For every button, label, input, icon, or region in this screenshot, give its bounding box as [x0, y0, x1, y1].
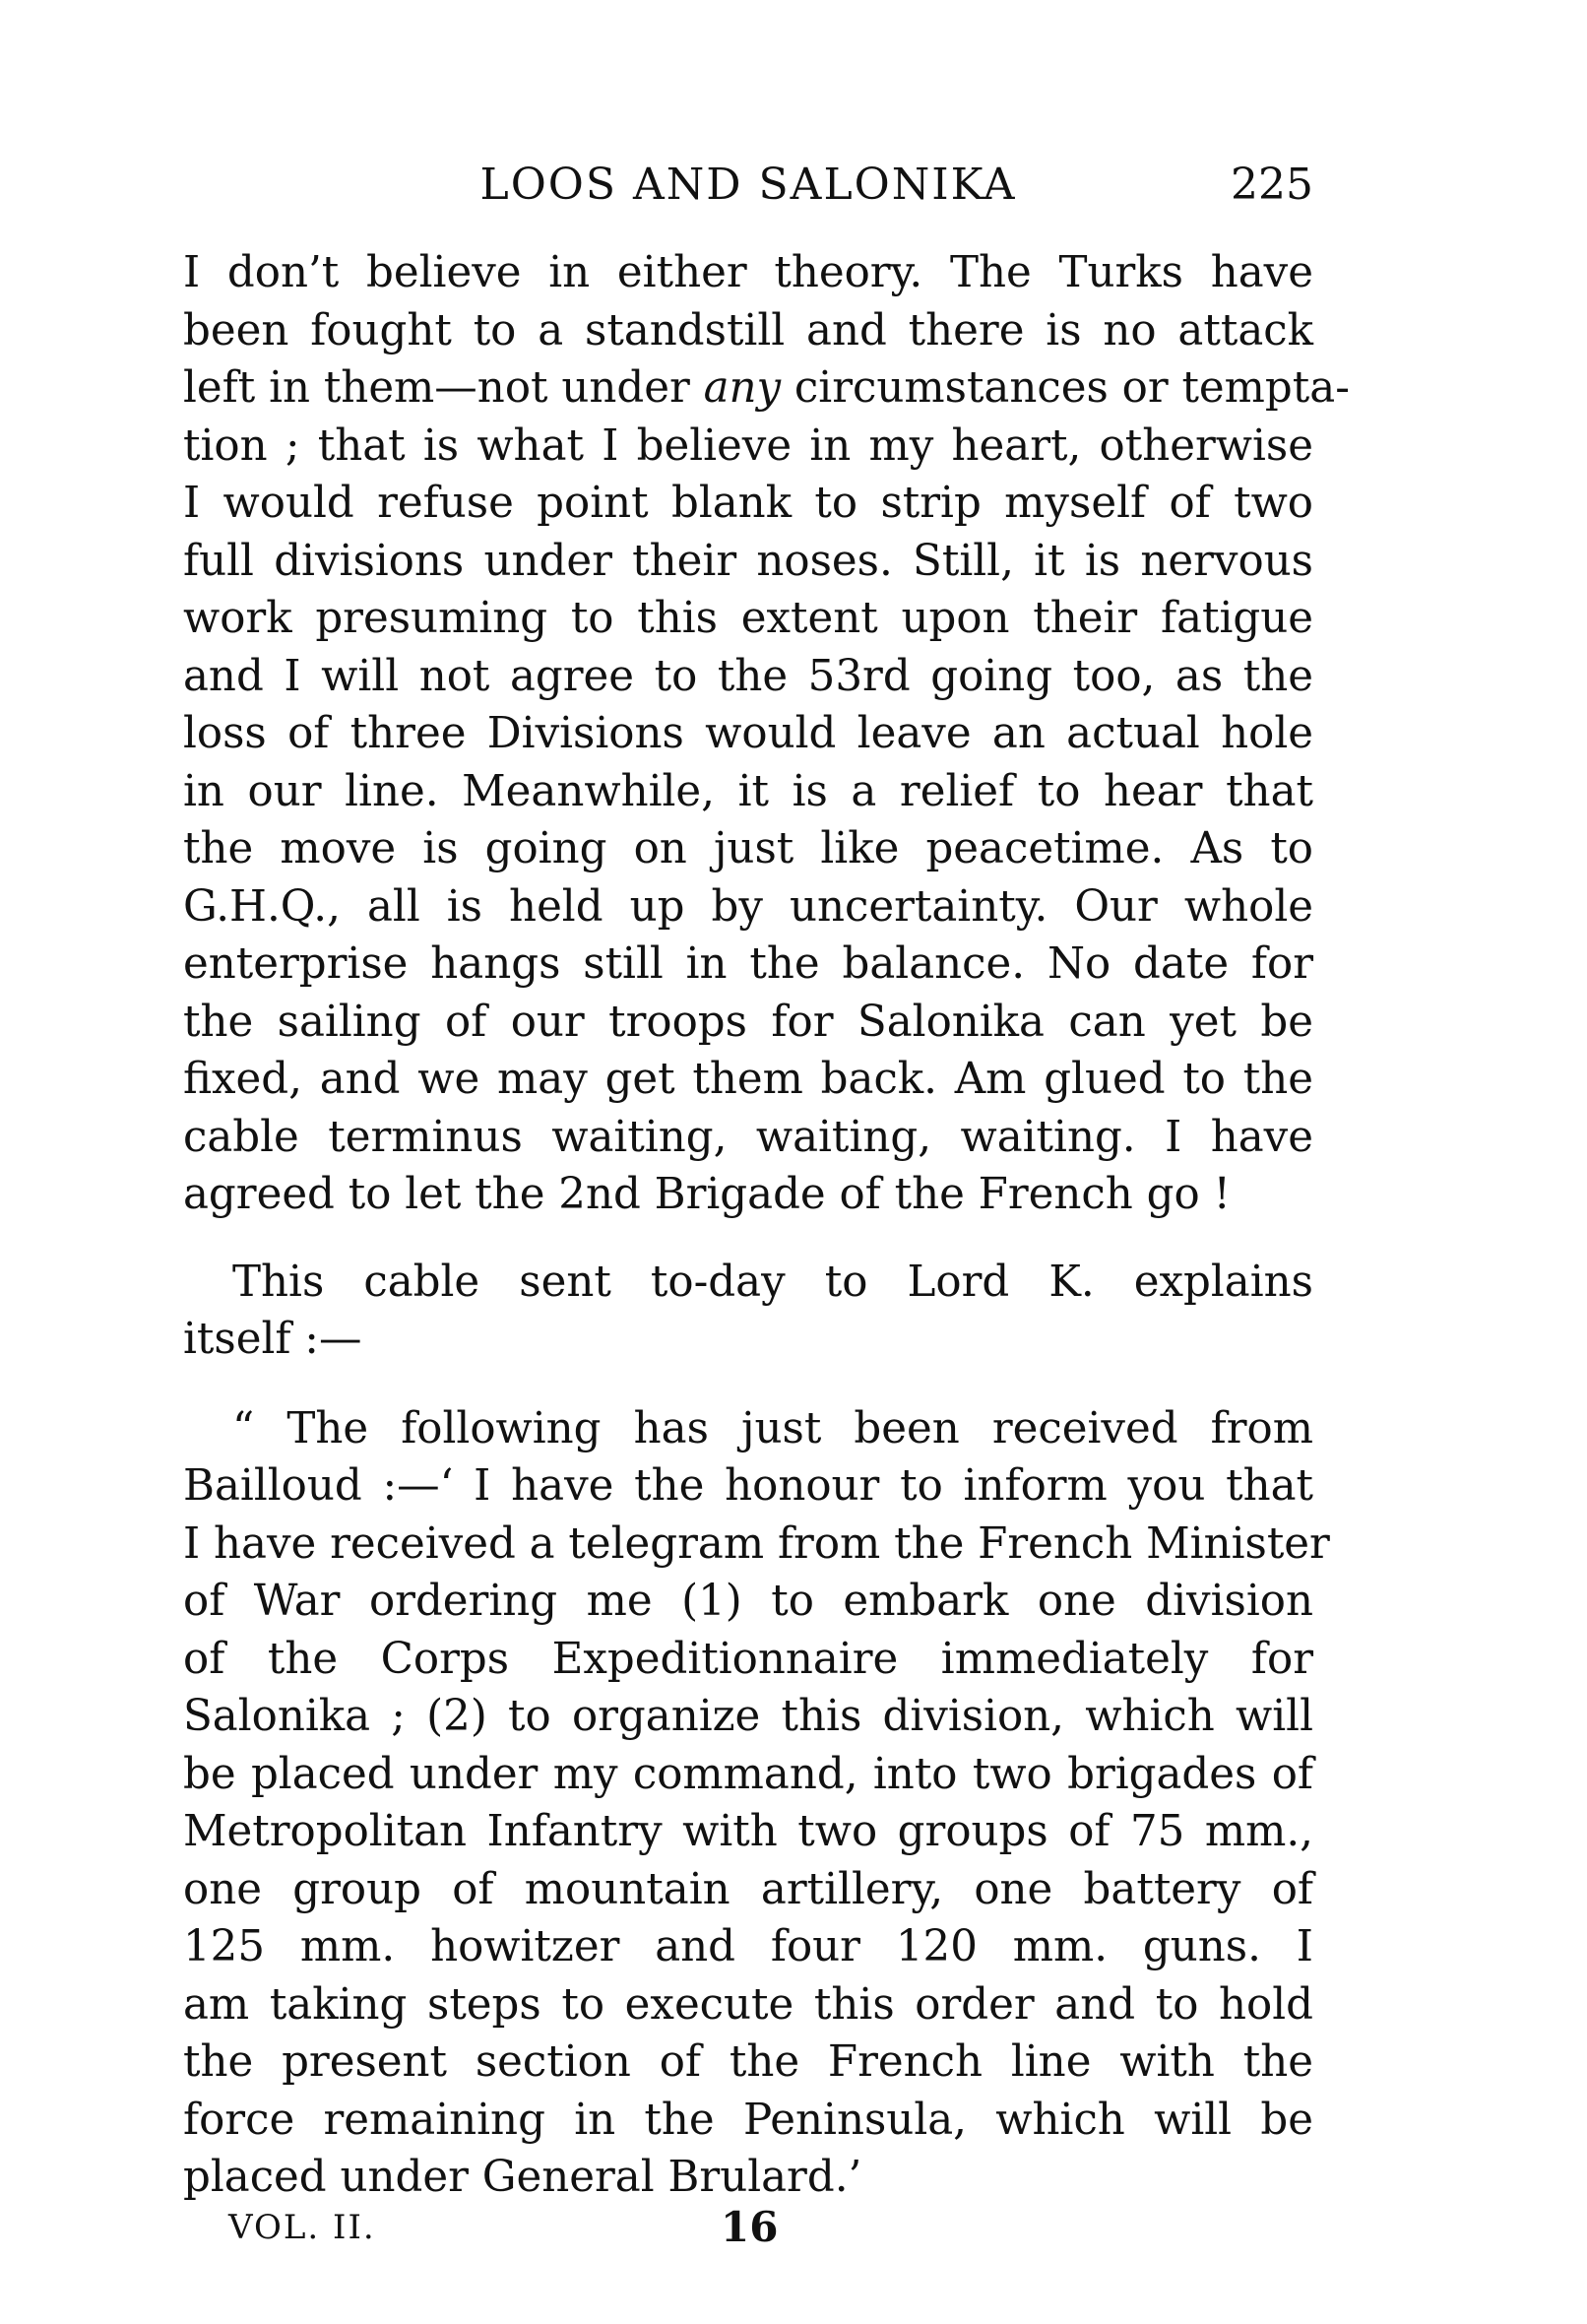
text-line: placed under General Brulard.’ — [183, 2153, 862, 2202]
running-title: LOOS AND SALONIKA — [479, 160, 1017, 210]
body-text — [183, 244, 1350, 2207]
text-line: been fought to a standstill and there is no attack — [183, 305, 1313, 355]
paragraph-gap — [183, 1369, 1313, 1400]
text-line: of War ordering me (1) to embark one division — [183, 1577, 1313, 1626]
text-segment: left in them—not under — [183, 363, 704, 413]
signature-number: 16 — [721, 2203, 779, 2251]
text-line: work presuming to this extent upon their fatigue — [183, 594, 1313, 643]
emphasis-text: any — [703, 363, 782, 413]
text-line: This cable sent to-day to Lord K. explains — [232, 1257, 1313, 1307]
text-line: Metropolitan Infantry with two groups of 75 mm., — [183, 1807, 1313, 1856]
text-line — [183, 359, 1350, 418]
text-line: full divisions under their noses. Still, it is nervous — [183, 536, 1313, 586]
text-line: be placed under my command, into two brigades of — [183, 1749, 1313, 1799]
text-line: fixed, and we may get them back. Am glued to the — [183, 1055, 1313, 1104]
text-line: the sailing of our troops for Salonika can yet be — [183, 997, 1313, 1047]
text-line: and I will not agree to the 53rd going too, as the — [183, 651, 1313, 701]
text-line: in our line. Meanwhile, it is a relief to hear that — [183, 766, 1313, 816]
text-line: am taking steps to execute this order and to hold — [183, 1979, 1313, 2030]
paragraph-cable-quote — [183, 1400, 1330, 2207]
text-line: enterprise hangs still in the balance. No date for — [183, 939, 1313, 989]
text-line: G.H.Q., all is held up by uncertainty. Our whole — [183, 881, 1313, 932]
paragraph-diary — [183, 244, 1350, 1224]
text-segment: circumstances or tempta- — [781, 363, 1350, 413]
text-line: loss of three Divisions would leave an actual hole — [183, 709, 1313, 758]
paragraph-gap — [183, 1224, 1313, 1254]
text-line: tion ; that is what I believe in my heart, otherwise — [183, 420, 1313, 471]
text-line: Bailloud :—‘ I have the honour to inform you that — [183, 1461, 1313, 1511]
text-line: agreed to let the 2nd Brigade of the French go ! — [183, 1170, 1231, 1219]
text-line: itself :— — [183, 1315, 362, 1364]
text-line: cable terminus waiting, waiting, waiting. I have — [183, 1112, 1313, 1162]
volume-signature: VOL. II. — [228, 2208, 376, 2247]
page-footer — [228, 2198, 819, 2257]
text-line: Salonika ; (2) to organize this division, which will — [183, 1692, 1313, 1741]
text-line: force remaining in the Peninsula, which will be — [183, 2095, 1313, 2145]
paragraph-cable-intro — [183, 1254, 1313, 1369]
text-line: I would refuse point blank to strip myself of two — [183, 479, 1313, 528]
text-line: of the Corps Expeditionnaire immediately for — [183, 1634, 1313, 1684]
page-number: 225 — [1231, 160, 1313, 210]
text-line: the move is going on just like peacetime. As to — [183, 824, 1313, 873]
text-line: “ The following has just been received from — [232, 1403, 1313, 1453]
text-line: one group of mountain artillery, one battery of — [183, 1864, 1313, 1914]
text-line: the present section of the French line with the — [183, 2037, 1313, 2087]
text-line: I have received a telegram from the French Minister — [183, 1518, 1330, 1569]
running-head — [183, 156, 1313, 215]
text-line: 125 mm. howitzer and four 120 mm. guns. I — [183, 1922, 1313, 1971]
text-line: I don’t believe in either theory. The Turks have — [183, 248, 1313, 297]
